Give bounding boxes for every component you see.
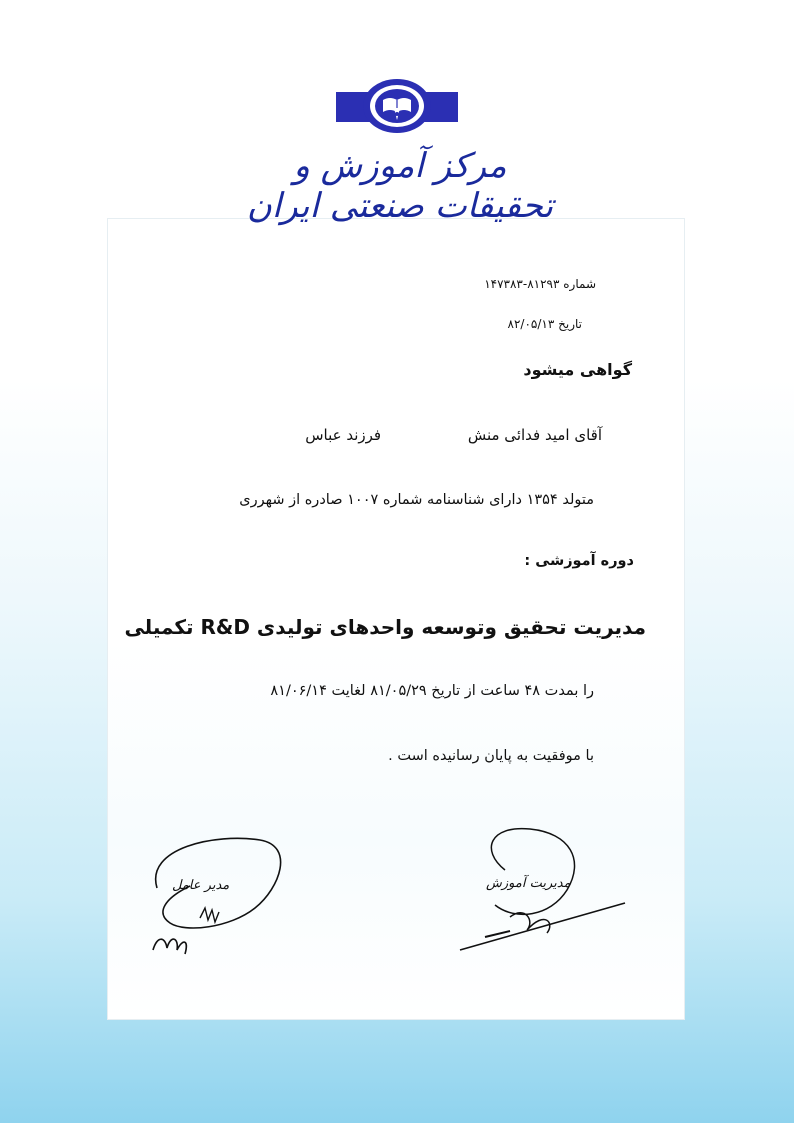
ceo-signature: [145, 828, 295, 968]
course-duration: را بمدت ۴۸ ساعت از تاریخ ۸۱/۰۵/۲۹ لغایت ۸۱/۰۶/۱۴: [270, 683, 594, 699]
recipient-line: [305, 426, 602, 444]
course-title: مدیریت تحقیق وتوسعه واحدهای تولیدی R&D تکمیلی: [124, 615, 646, 639]
date-label: تاریخ: [558, 317, 582, 331]
certificate-date: [508, 317, 582, 331]
recipient-name: آقای امید فدائی منش: [467, 426, 602, 444]
date-value: ۸۲/۰۵/۱۳: [507, 317, 555, 331]
training-director-caption: مدیریت آموزش: [486, 876, 571, 891]
organization-name: مرکز آموزش و تحقیقات صنعتی ایران: [246, 146, 554, 226]
certificate-number: [484, 277, 596, 291]
certificate-heading: گواهی میشود: [523, 360, 632, 379]
book-pen-emblem-icon: [336, 78, 458, 134]
ceo-signature-caption: مدیر عامل: [172, 878, 230, 893]
birth-info: متولد ۱۳۵۴ دارای شناسنامه شماره ۱۰۰۷ صادره از شهرری: [239, 492, 594, 508]
father-name: فرزند عباس: [305, 426, 382, 444]
completion-statement: با موفقیت به پایان رسانیده است .: [388, 748, 594, 764]
number-value: ۸۱۲۹۳-۱۴۷۳۸۳: [484, 277, 560, 291]
number-label: شماره: [563, 277, 596, 291]
course-label: دوره آموزشی :: [524, 553, 634, 569]
